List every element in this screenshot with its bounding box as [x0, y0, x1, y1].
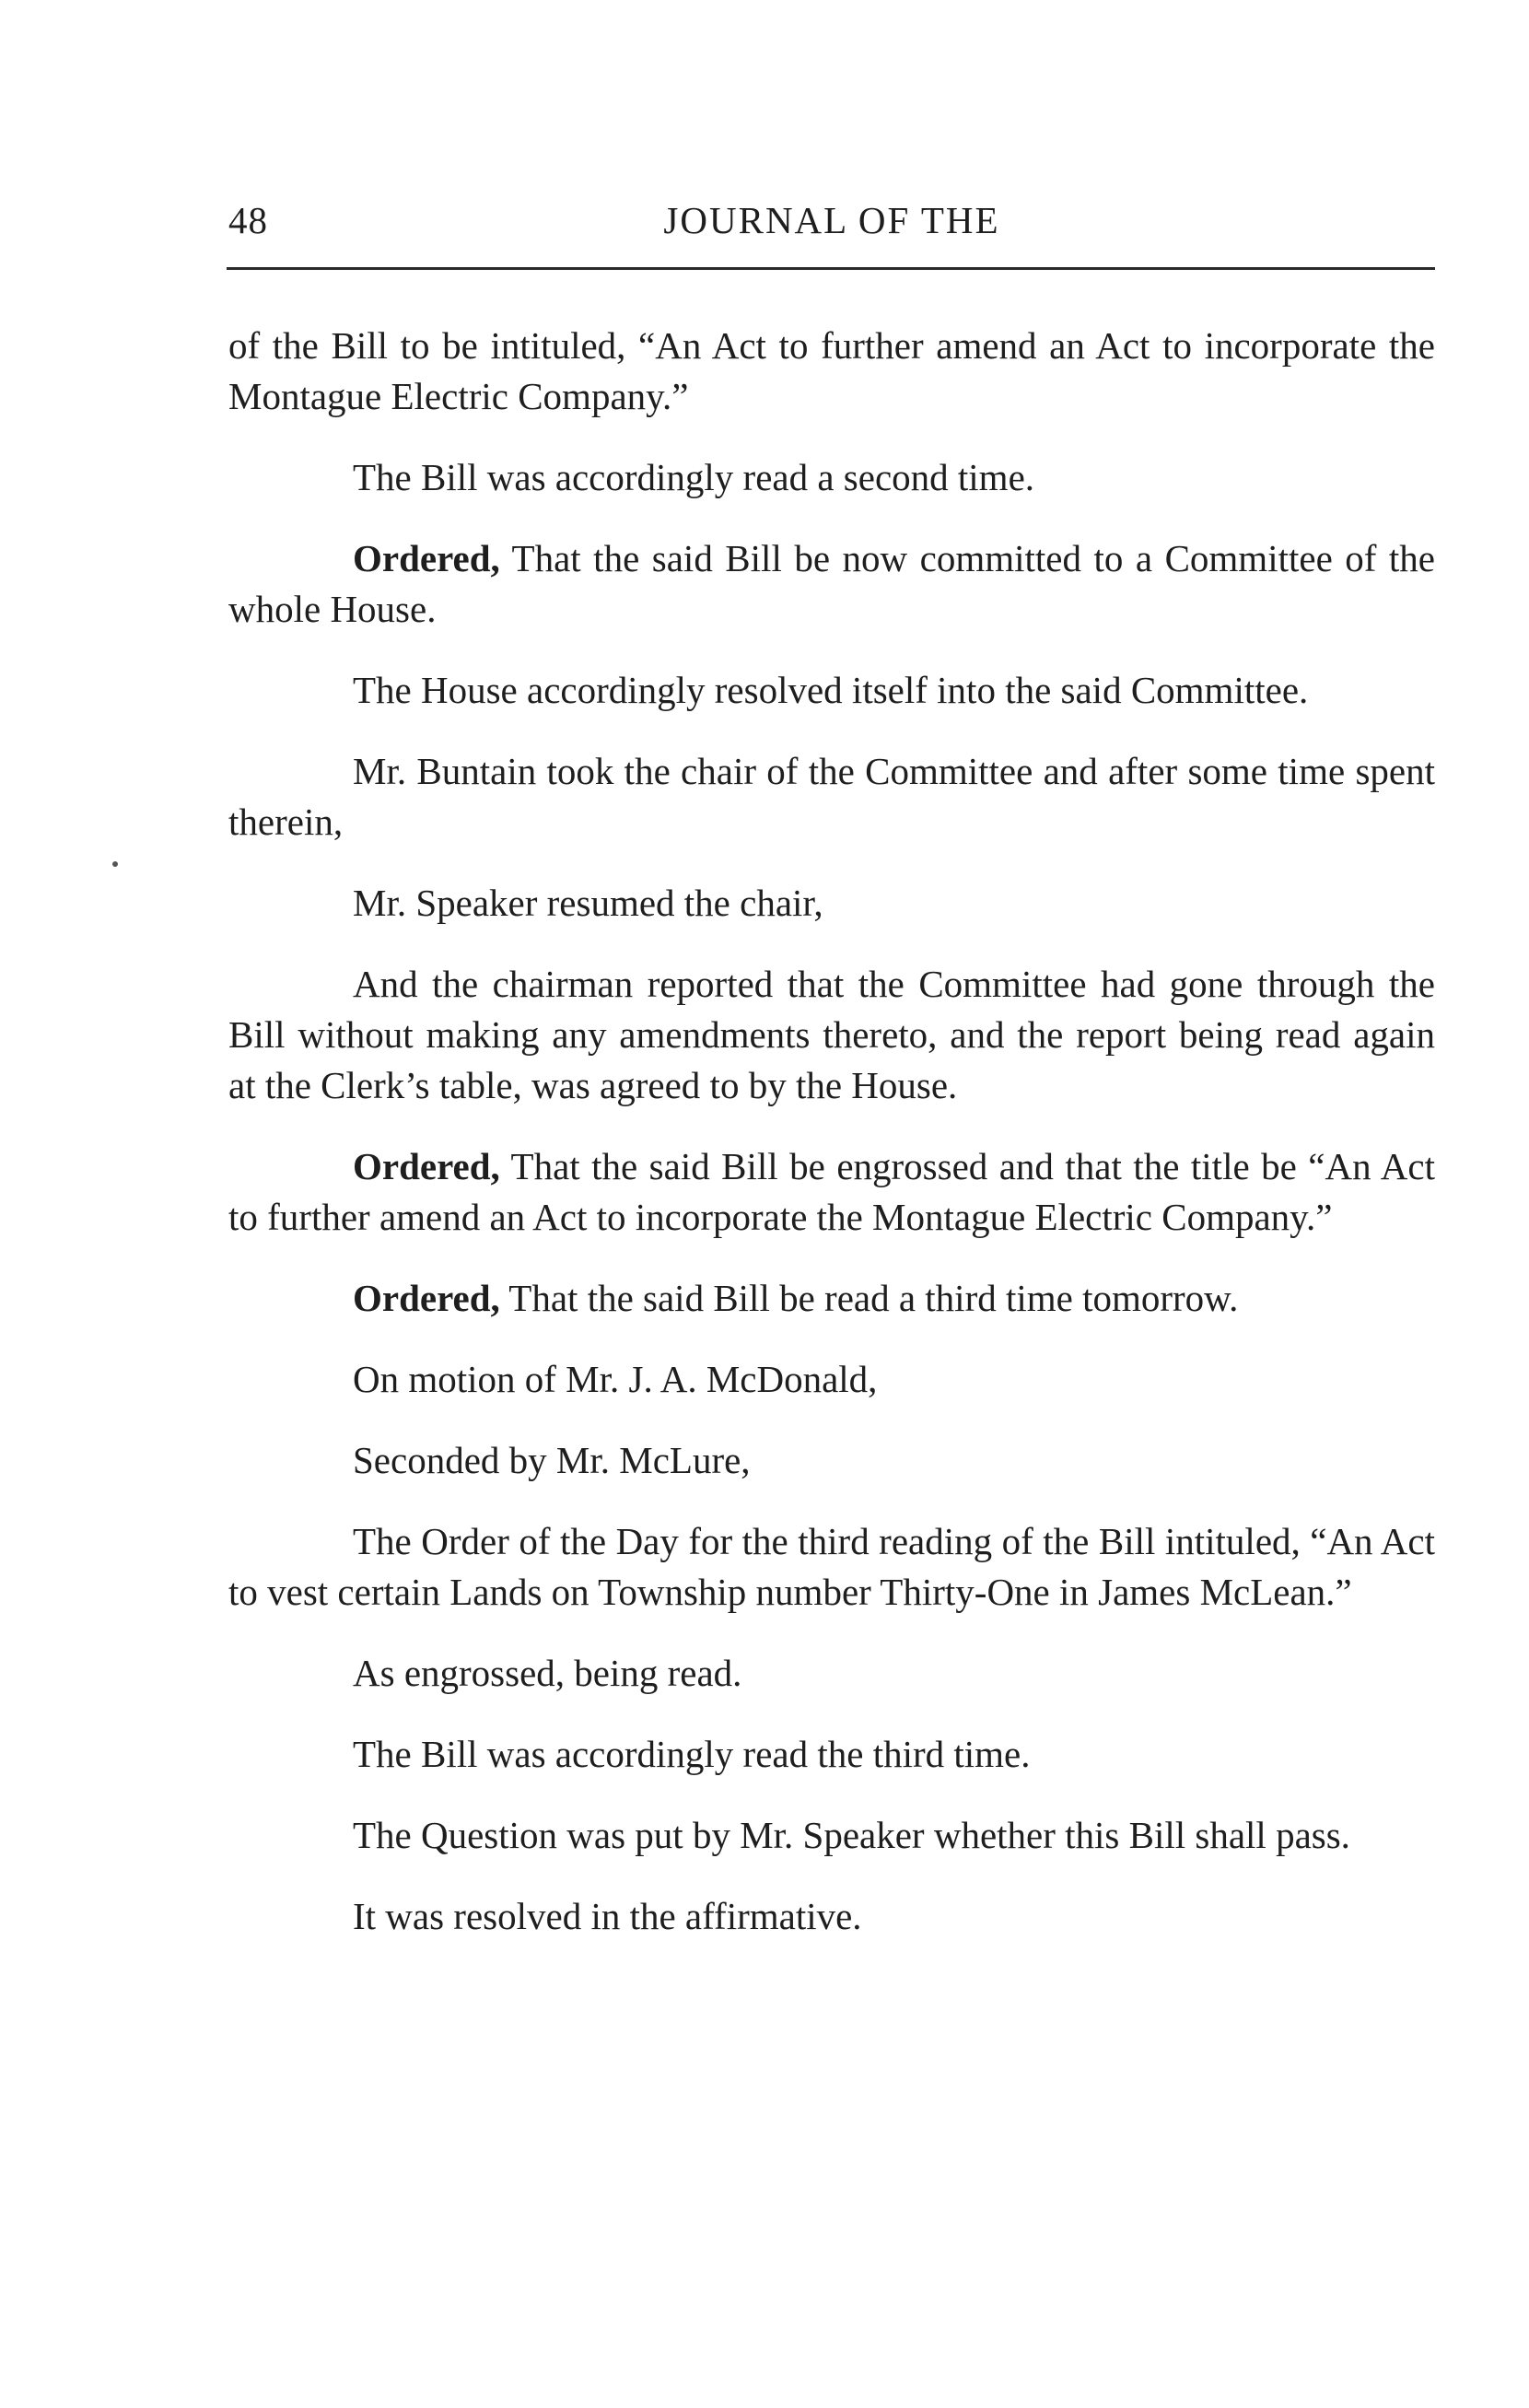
paragraph-text: Mr. Speaker resumed the chair, — [353, 882, 823, 924]
paragraph — [228, 1141, 1435, 1243]
paragraph-text: That the said Bill be engrossed and that the title be “An Act to further amend an Act to incorporate the Montague Electric Company.” — [228, 1145, 1435, 1238]
paragraph — [228, 1516, 1435, 1618]
paragraph — [228, 452, 1435, 503]
journal-body — [228, 321, 1435, 1972]
paragraph-text: Seconded by Mr. McLure, — [353, 1439, 751, 1481]
paragraph — [228, 1810, 1435, 1861]
paragraph — [228, 1435, 1435, 1486]
page-number: 48 — [228, 199, 268, 241]
paragraph — [228, 1354, 1435, 1405]
paragraph — [228, 878, 1435, 929]
paragraph-text: That the said Bill be read a third time tomorrow. — [499, 1277, 1239, 1319]
paragraph-text: Mr. Buntain took the chair of the Committee and after some time spent therein, — [228, 750, 1435, 843]
paragraph — [228, 1273, 1435, 1324]
paragraph-text: And the chairman reported that the Committee had gone through the Bill without making any amendments thereto, and the report being read again at the Clerk’s table, was agreed to by the House. — [228, 963, 1435, 1106]
paragraph — [228, 1648, 1435, 1699]
paragraph-text: The Bill was accordingly read a second time. — [353, 456, 1035, 498]
ordered-lead: Ordered, — [353, 1145, 500, 1187]
running-title: JOURNAL OF THE — [663, 199, 1000, 241]
paragraph-text: As engrossed, being read. — [353, 1652, 742, 1694]
paragraph — [228, 1729, 1435, 1780]
paragraph — [228, 959, 1435, 1111]
paragraph — [228, 665, 1435, 716]
paragraph-text: The Order of the Day for the third reading of the Bill intituled, “An Act to vest certain Lands on Township number Thirty-One in James McLean.” — [228, 1520, 1435, 1613]
paragraph-text: That the said Bill be now committed to a Committee of the whole House. — [228, 537, 1435, 630]
paragraph — [228, 321, 1435, 422]
paragraph — [228, 533, 1435, 635]
page-header — [228, 198, 1435, 253]
margin-speck — [112, 861, 118, 867]
paragraph-text: of the Bill to be intituled, “An Act to further amend an Act to incorporate the Montague Electric Company.” — [228, 324, 1435, 417]
header-rule — [227, 267, 1435, 270]
paragraph — [228, 746, 1435, 847]
paragraph-text: The Bill was accordingly read the third time. — [353, 1733, 1031, 1775]
ordered-lead: Ordered, — [353, 537, 500, 579]
paragraph — [228, 1891, 1435, 1942]
paragraph-text: The Question was put by Mr. Speaker whether this Bill shall pass. — [353, 1814, 1350, 1856]
paragraph-text: The House accordingly resolved itself into the said Committee. — [353, 669, 1309, 711]
paragraph-text: It was resolved in the affirmative. — [353, 1895, 862, 1937]
paragraph-text: On motion of Mr. J. A. McDonald, — [353, 1358, 878, 1400]
ordered-lead: Ordered, — [353, 1277, 500, 1319]
